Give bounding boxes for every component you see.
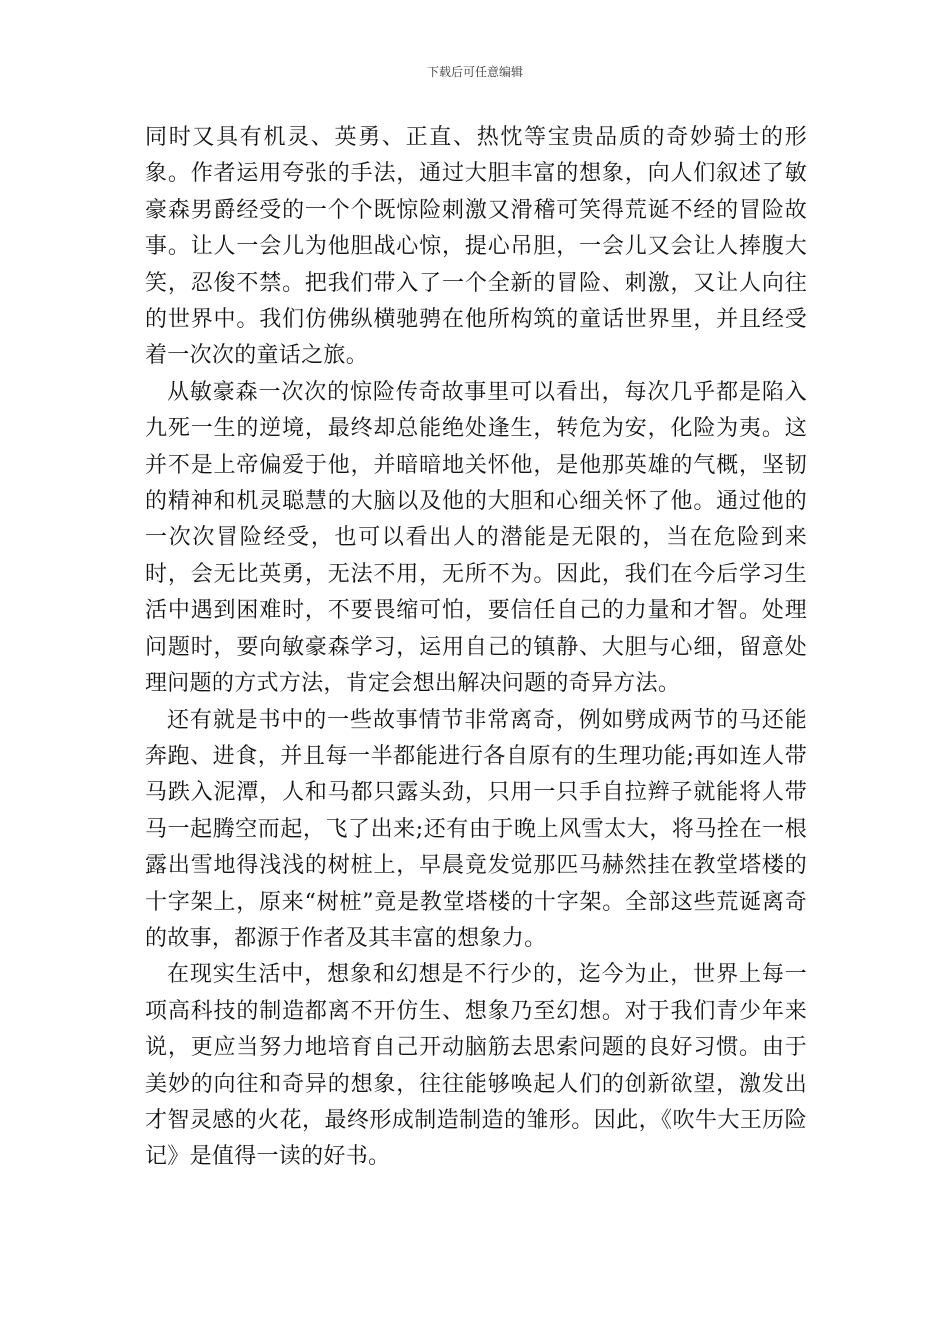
paragraph: 还有就是书中的一些故事情节非常离奇，例如劈成两节的马还能奔跑、进食，并且每一半都能进行各自原有的生理功能;再如连人带马跌入泥潭，人和马都只露头劲，只用一只手自拉辫子就能将人带马一起腾空而起，飞了出来;还有由于晚上风雪太大，将马拴在一根露出雪地得浅浅的树桩上，早晨竟发觉那匹马赫然挂在教堂塔楼的十字架上，原来“树桩”竟是教堂塔楼的十字架。全部这些荒诞离奇的故事，都源于作者及其丰富的想象力。 xyxy=(145,707,807,951)
document-body xyxy=(145,120,807,1176)
page-header-note: 下载后可任意编辑 xyxy=(426,65,523,79)
paragraph: 在现实生活中，想象和幻想是不行少的，迄今为止，世界上每一项高科技的制造都离不开仿生、想象乃至幻想。对于我们青少年来说，更应当努力地培育自己开动脑筋去思索问题的良好习惯。由于美妙的向往和奇异的想象，往往能够唤起人们的创新欲望，激发出才智灵感的火花，最终形成制造制造的雏形。因此，《吹牛大王历险记》是值得一读的好书。 xyxy=(145,962,807,1170)
paragraph-continued: 同时又具有机灵、英勇、正直、热忱等宝贵品质的奇妙骑士的形象。作者运用夸张的手法，通过大胆丰富的想象，向人们叙述了敏豪森男爵经受的一个个既惊险刺激又滑稽可笑得荒诞不经的冒险故事。让人一会儿为他胆战心惊，提心吊胆，一会儿又会让人捧腹大笑，忍俊不禁。把我们带入了一个全新的冒险、刺激，又让人向往的世界中。我们仿佛纵横驰骋在他所构筑的童话世界里，并且经受着一次次的童话之旅。 xyxy=(145,125,807,369)
paragraph: 从敏豪森一次次的惊险传奇故事里可以看出，每次几乎都是陷入九死一生的逆境，最终却总能绝处逢生，转危为安，化险为夷。这并不是上帝偏爱于他，并暗暗地关怀他，是他那英雄的气概，坚韧的精神和机灵聪慧的大脑以及他的大胆和心细关怀了他。通过他的一次次冒险经受，也可以看出人的潜能是无限的，当在危险到来时，会无比英勇，无法不用，无所不为。因此，我们在今后学习生活中遇到困难时，不要畏缩可怕，要信任自己的力量和才智。处理问题时，要向敏豪森学习，运用自己的镇静、大胆与心细，留意处理问题的方式方法，肯定会想出解决问题的奇异方法。 xyxy=(145,379,807,697)
